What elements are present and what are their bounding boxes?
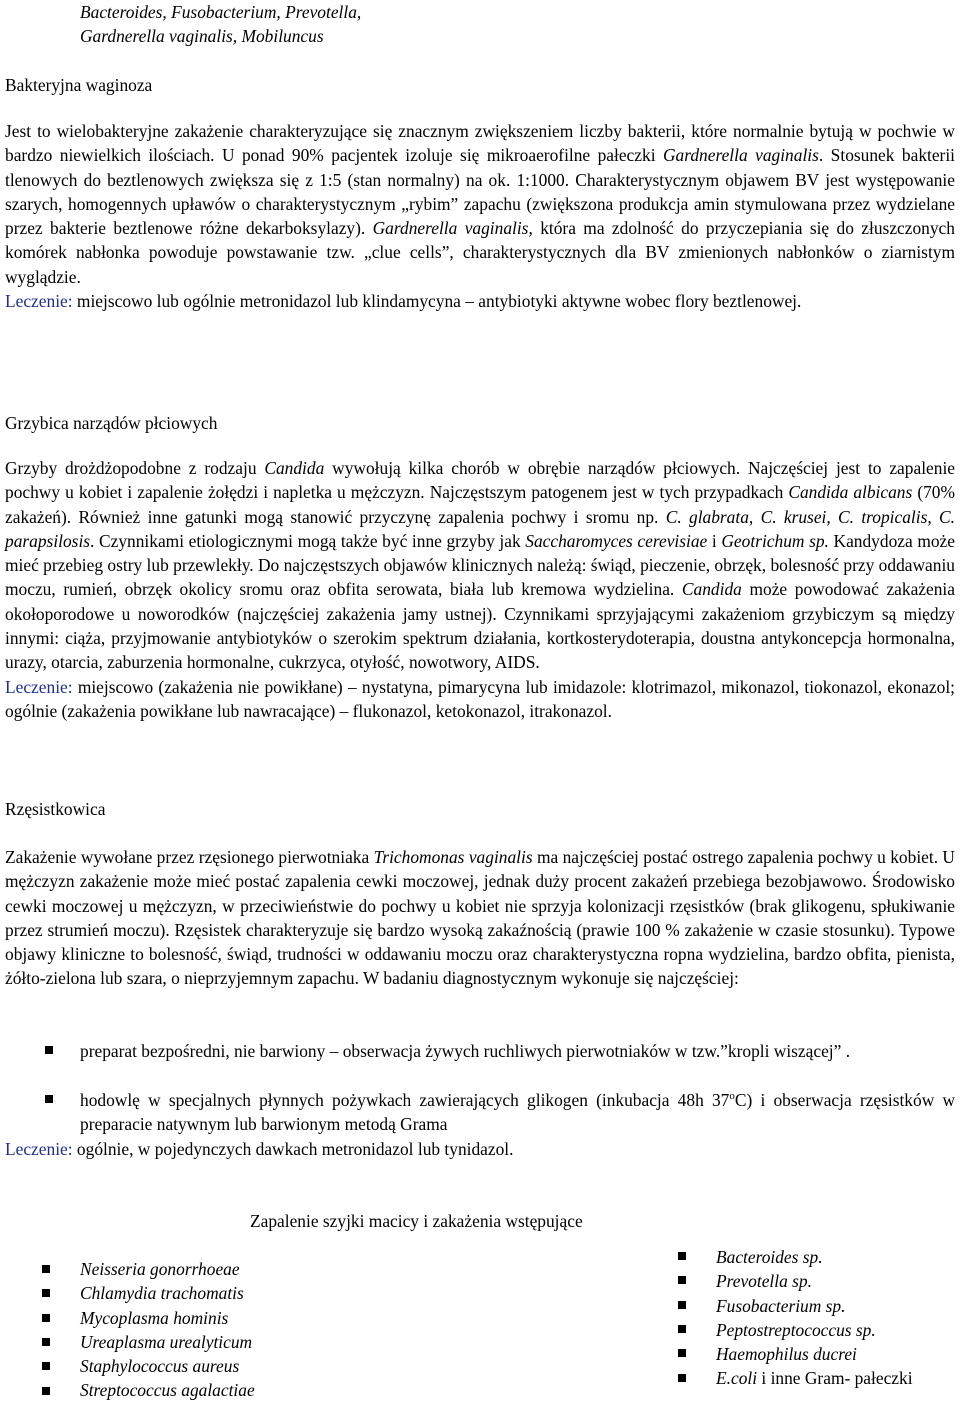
trich-bullet-2 [80, 1088, 955, 1137]
list-item: Streptococcus agalactiae [80, 1380, 255, 1401]
bv-text-1: Jest to wielobakteryjne zakażenie charakteryzujące się znacznym zwiększeniem liczby bakterii, które normalnie bytują w pochwie w bardzo niewielkich ilościach. U ponad 90% pacjentek izoluje się mikroaerofilne pałeczki [5, 121, 955, 166]
bullet-square-icon [678, 1301, 686, 1309]
trich-treatment-text: ogólnie, w pojedynczych dawkach metronidazol lub tynidazol. [72, 1139, 514, 1159]
bullet-square-icon [42, 1265, 50, 1273]
list-item: Peptostreptococcus sp. [716, 1319, 876, 1340]
candida-species-list: C. glabrata, C. krusei, C. tropicalis, C. parapsilosis [5, 506, 955, 551]
bullet-square-icon [678, 1252, 686, 1260]
trich-bullet-2-text-a: hodowlę w specjalnych płynnych pożywkach zawierających glikogen (inkubacja 48h 37 [80, 1090, 730, 1110]
list-item: Haemophilus ducrei [716, 1344, 857, 1365]
trich-paragraph [5, 845, 955, 991]
section-heading-trichomoniasis: Rzęsistkowica [5, 799, 106, 819]
bv-organism-2: Gardnerella vaginalis, [372, 218, 533, 239]
trich-text-1: Zakażenie wywołane przez rzęsionego pierwotniaka [5, 847, 374, 867]
anaerobes-list [716, 1245, 913, 1391]
candida-genus-2: Candida [681, 579, 742, 600]
trichomonas-name: Trichomonas vaginalis [373, 847, 533, 867]
bullet-square-icon [678, 1276, 686, 1284]
candida-text-3: (70% zakażeń). Również inne gatunki mogą stanowić przyczynę zapalenia pochwy i sromu np. [5, 482, 955, 527]
trich-bullet-2-text-b: C) i obserwacja rzęsistków w preparacie natywnym lub barwionym metodą Grama [80, 1090, 956, 1135]
candida-paragraph [5, 456, 955, 723]
candida-genus: Candida [264, 458, 325, 478]
organism-line-1: Bacteroides, Fusobacterium, Prevotella, [80, 2, 362, 22]
geotrichum-name: Geotrichum sp. [721, 530, 829, 551]
bv-paragraph [5, 119, 955, 313]
bullet-square-icon [42, 1338, 50, 1346]
section-heading-bv: Bakteryjna waginoza [5, 75, 153, 95]
candida-text-1: Grzyby drożdżopodobne z rodzaju [5, 458, 265, 478]
bullet-square-icon [45, 1095, 53, 1103]
trich-bullet-1: preparat bezpośredni, nie barwiony – obserwacja żywych ruchliwych pierwotniaków w tzw.”kropli wiszącej” . [80, 1041, 851, 1061]
bullet-square-icon [42, 1314, 50, 1322]
candida-text-4: . Czynnikami etiologicznymi mogą także być inne grzyby jak [90, 530, 526, 551]
bv-text-3: która ma zdolność do przyczepiania się do złuszczonych komórek nabłonka powoduje powstawanie tzw. „clue cells”, charakterystycznych dla BV zmienionych nabłonków o ziarnistym wyglądzie. [5, 218, 955, 287]
list-item: Bacteroides sp. [716, 1247, 823, 1267]
list-item-rest: i inne Gram- pałeczki [757, 1368, 913, 1389]
bullet-square-icon [678, 1374, 686, 1382]
bullet-square-icon [42, 1289, 50, 1297]
candida-albicans: Candida albicans [788, 482, 913, 503]
cervicitis-pathogens-list [80, 1257, 255, 1403]
bullet-square-icon [42, 1387, 50, 1395]
list-item: Prevotella sp. [716, 1271, 812, 1292]
candida-treatment-label: Leczenie: [5, 676, 73, 697]
ecoli-name: E.coli [716, 1368, 758, 1389]
organism-line-2: Gardnerella vaginalis, Mobiluncus [80, 26, 324, 46]
section-heading-candida: Grzybica narządów płciowych [5, 413, 218, 433]
candida-text-5: i [707, 530, 722, 551]
section-heading-cervicitis: Zapalenie szyjki macicy i zakażenia wstępujące [250, 1211, 583, 1231]
list-item: Chlamydia trachomatis [80, 1283, 244, 1304]
list-item: Staphylococcus aureus [80, 1356, 240, 1377]
list-item: Neisseria gonorrhoeae [80, 1259, 240, 1279]
bullet-square-icon [678, 1349, 686, 1357]
candida-text-7: może powodować zakażenia okołoporodowe u noworodków (najczęściej zakażenia jamy ustnej). Czynnikami sprzyjającymi zakażeniom grzybiczym są między innymi: ciąża, przyjmowanie antybiotyków o szerokim spektrum działania, kortkosterydoterapia, doustna antykoncepcja hormonalna, urazy, otarcia, zaburzenia hormonalne, cukrzyca, otyłość, nowotwory, AIDS. [5, 579, 955, 673]
bullet-square-icon [678, 1325, 686, 1333]
trich-text-2: ma najczęściej postać ostrego zapalenia pochwy u kobiet. U mężczyzn zakażenie może mieć postać zapalenia cewki moczowej, jednak duży procent zakażeń przebiega bezobjawowo. Środowisko cewki moczowej u mężczyzn, w przeciwieństwie do pochwy u kobiet nie sprzyja kolonizacji rzęsistków (brak glikogenu, spłukiwanie przez strumień moczu). Rzęsistek charakteryzuje się bardzo wysoką zakaźnością (prawie 100 % zakażenie w czasie stosunku). Typowe objawy kliniczne to bolesność, świąd, trudności w oddawaniu moczu oraz charakterystyczna ropna wydzielina, bardzo obfita, pienista, żółto-zielona lub szara, o nieprzyjemnym zapachu. W badaniu diagnostycznym wykonuje się najczęściej: [5, 847, 955, 989]
candida-text-2: wywołują kilka chorób w obrębie narządów płciowych. Najczęściej jest to zapalenie pochwy u kobiet i zapalenie żołędzi i napletka u mężczyzn. Najczęstszym patogenem jest w tych przypadkach [5, 458, 955, 503]
bv-treatment-label: Leczenie: [5, 291, 73, 312]
bv-text-2: . Stosunek bakterii tlenowych do beztlenowych zwiększa się z 1:5 (stan normalny) na ok. 1:1000. Charakterystycznym objawem BV jest występowanie szarych, homogennych upławów o charakterystycznym „rybim” zapachu (zwiększona produkcja amin stymulowana przez wydzielane przez bakterie beztlenowe różne dekarboksylazy). [5, 145, 956, 239]
trich-treatment-label: Leczenie: [5, 1139, 73, 1159]
list-item: Mycoplasma hominis [80, 1307, 229, 1328]
bullet-square-icon [45, 1046, 53, 1054]
candida-treatment-text: miejscowo (zakażenia nie powikłane) – nystatyna, pimarycyna lub imidazole: klotrimazol, mikonazol, tiokonazol, ekonazol; ogólnie (zakażenia powikłane lub nawracające) – flukonazol, ketokonazol, itrakonazol. [5, 676, 955, 721]
bv-treatment-text: miejscowo lub ogólnie metronidazol lub klindamycyna – antybiotyki aktywne wobec flory beztlenowej. [72, 291, 802, 312]
trich-treatment [5, 1137, 955, 1161]
list-item: Ureaplasma urealyticum [80, 1331, 253, 1352]
bv-organism-1: Gardnerella vaginalis [662, 145, 819, 166]
saccharomyces-name: Saccharomyces cerevisiae [525, 530, 708, 551]
candida-text-6: Kandydoza może mieć przebieg ostry lub przewlekły. Do najczęstszych objawów klinicznych należą: świąd, pieczenie, obrzęk, bolesność przy oddawaniu moczu, rumień, obrzęk okolicy sromu oraz obfita serowata, biała lub kremowa wydzielina. [5, 530, 955, 600]
list-item [716, 1366, 913, 1390]
list-item: Fusobacterium sp. [716, 1295, 846, 1316]
degree-superscript: o [729, 1090, 735, 1103]
bullet-square-icon [42, 1362, 50, 1370]
